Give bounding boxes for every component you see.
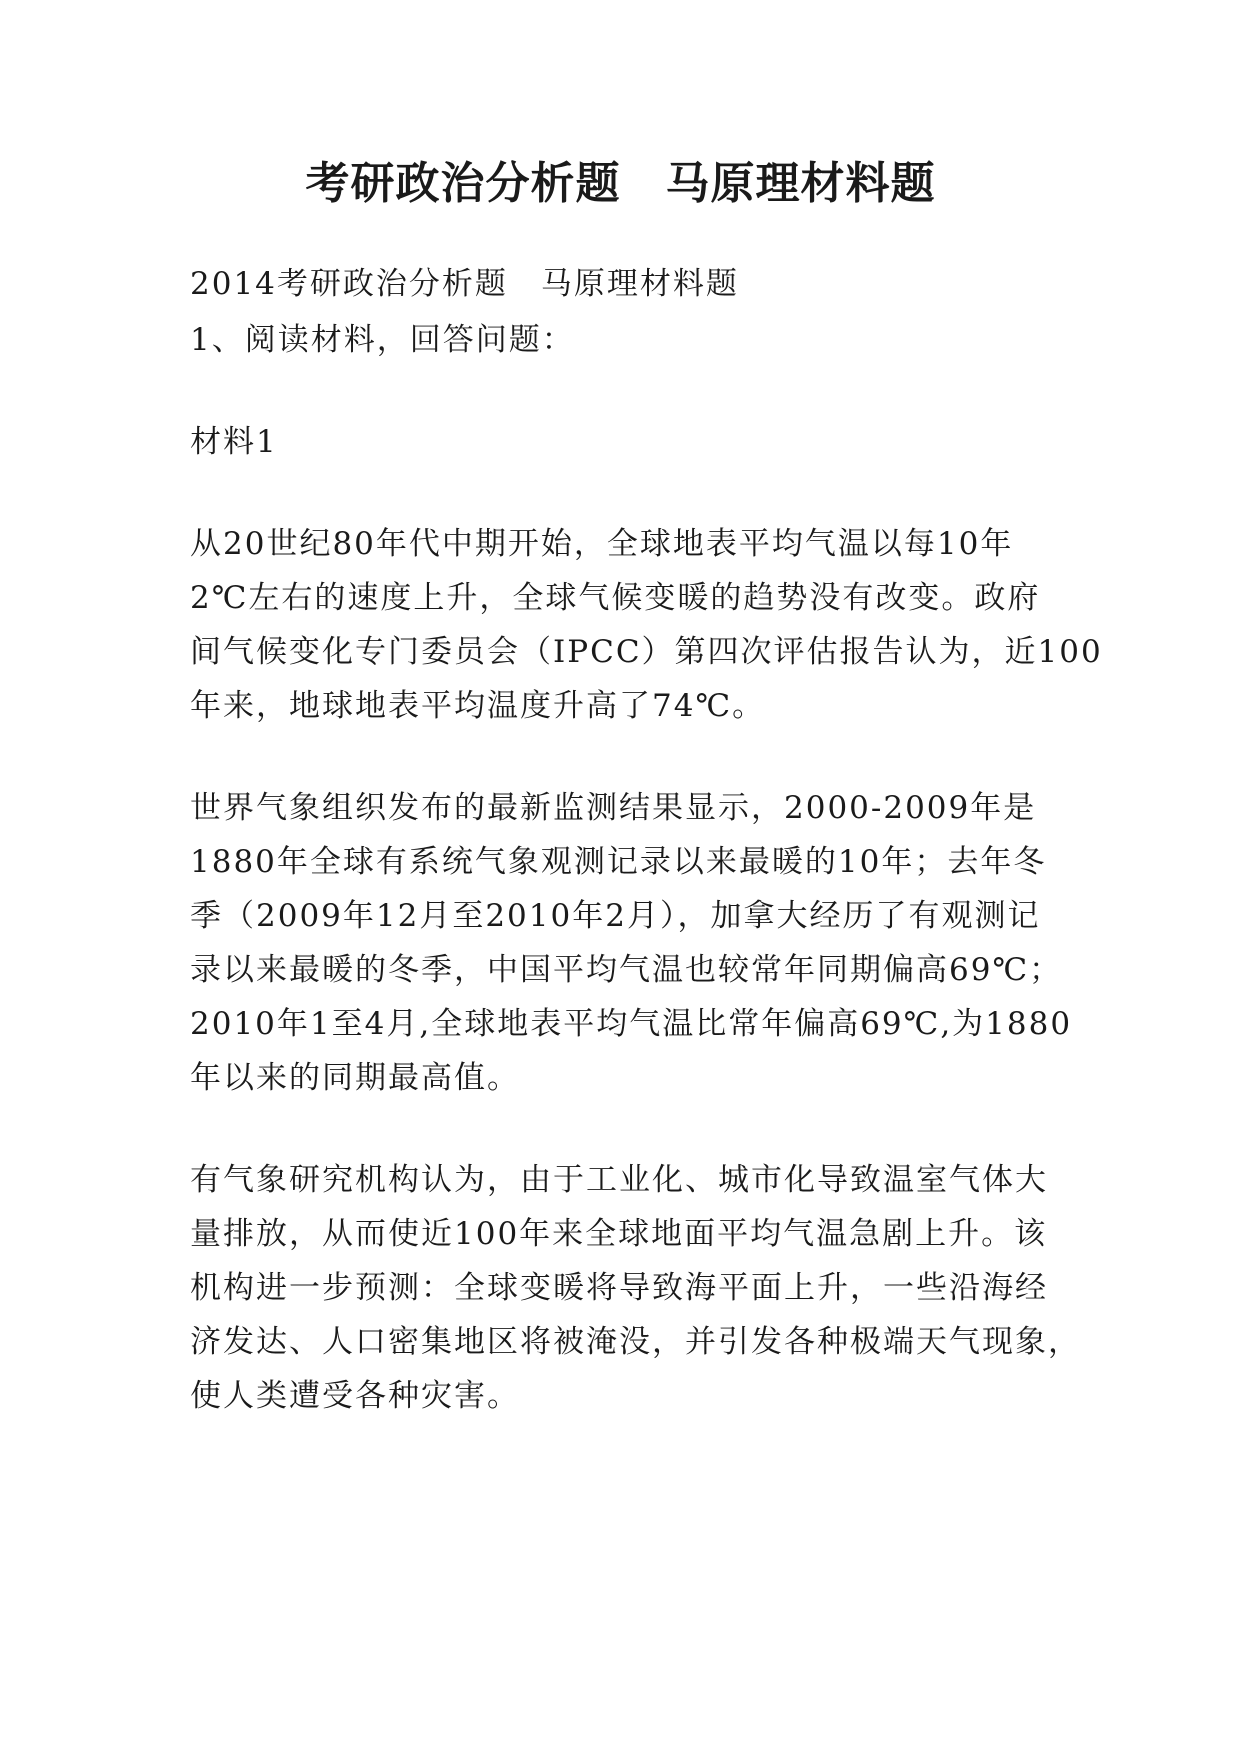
document-subtitle: 2014考研政治分析题 马原理材料题 <box>190 266 739 302</box>
paragraph-2-line: 季（2009年12月至2010年2月），加拿大经历了有观测记 <box>190 898 1041 934</box>
paragraph-3-line: 机构进一步预测：全球变暖将导致海平面上升，一些沿海经 <box>190 1270 1048 1306</box>
paragraph-1-line: 间气候变化专门委员会（IPCC）第四次评估报告认为，近100 <box>190 634 1103 670</box>
page-title: 考研政治分析题 马原理材料题 <box>305 158 936 209</box>
paragraph-3-line: 使人类遭受各种灾害。 <box>190 1378 520 1414</box>
paragraph-2-line: 2010年1至4月,全球地表平均气温比常年偏高69℃,为1880 <box>190 1006 1073 1042</box>
paragraph-2-line: 录以来最暖的冬季，中国平均气温也较常年同期偏高69℃； <box>190 952 1063 988</box>
paragraph-1-line: 年来，地球地表平均温度升高了74℃。 <box>190 688 766 724</box>
material-label: 材料1 <box>190 424 278 460</box>
paragraph-2-line: 年以来的同期最高值。 <box>190 1060 520 1096</box>
paragraph-1-line: 2℃左右的速度上升，全球气候变暖的趋势没有改变。政府 <box>190 580 1041 616</box>
paragraph-3-line: 有气象研究机构认为，由于工业化、城市化导致温室气体大 <box>190 1162 1048 1198</box>
paragraph-3-line: 量排放，从而使近100年来全球地面平均气温急剧上升。该 <box>190 1216 1048 1252</box>
paragraph-1-line: 从20世纪80年代中期开始，全球地表平均气温以每10年 <box>190 526 1014 562</box>
paragraph-2-line: 世界气象组织发布的最新监测结果显示，2000-2009年是 <box>190 790 1037 826</box>
paragraph-2-line: 1880年全球有系统气象观测记录以来最暖的10年；去年冬 <box>190 844 1047 880</box>
question-prompt: 1、阅读材料，回答问题： <box>190 322 575 358</box>
paragraph-3-line: 济发达、人口密集地区将被淹没，并引发各种极端天气现象， <box>190 1324 1081 1360</box>
